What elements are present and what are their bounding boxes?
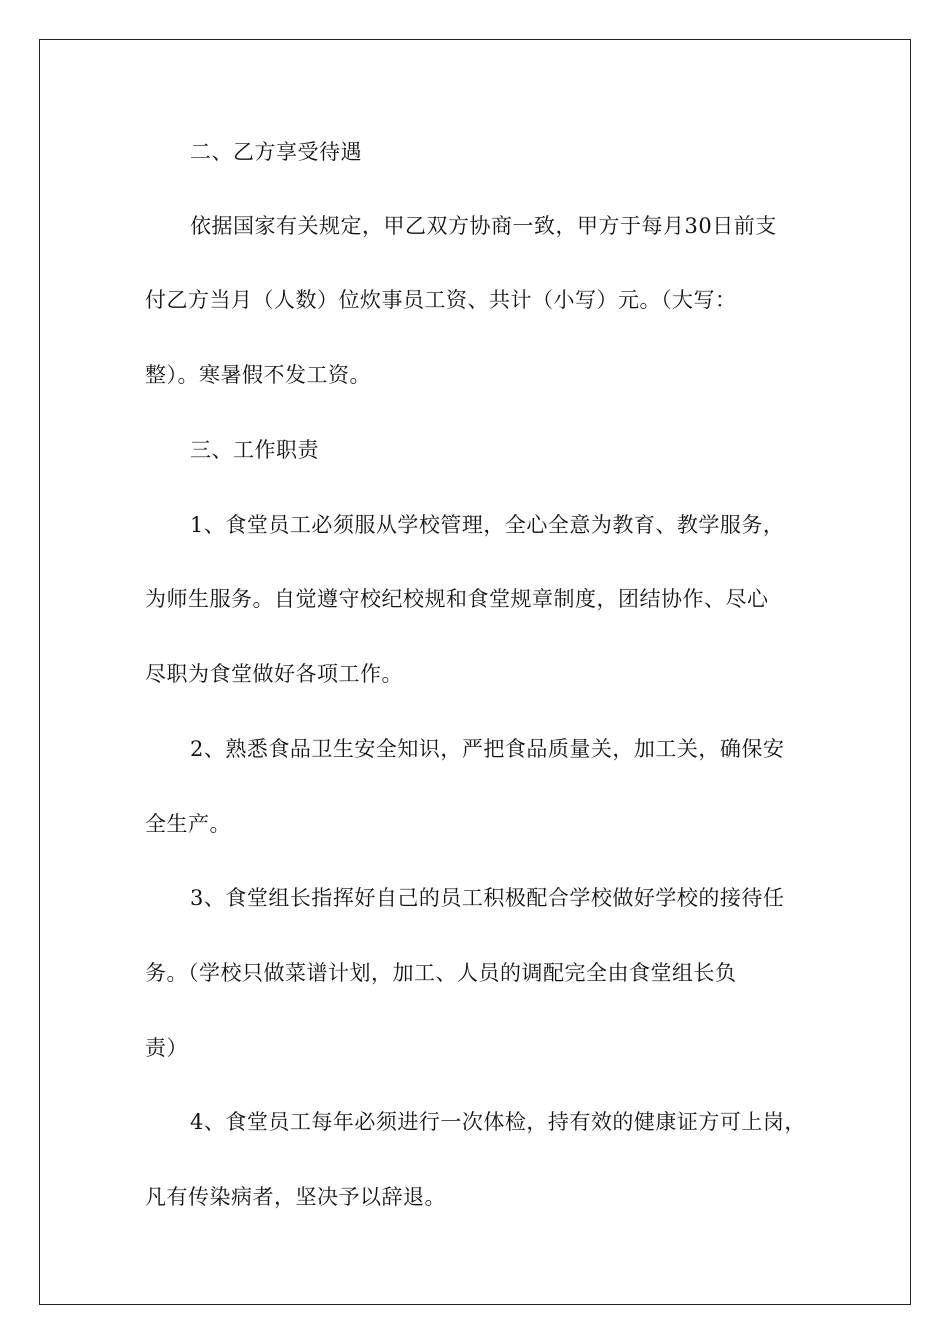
paragraph-line: 4、食堂员工每年必须进行一次体检，持有效的健康证方可上岗， <box>190 1110 806 1134</box>
paragraph-line: 务。（学校只做菜谱计划，加工、人员的调配完全由食堂组长负 <box>145 961 737 985</box>
section-heading-duties: 三、工作职责 <box>190 438 319 462</box>
paragraph-line: 付乙方当月（人数）位炊事员工资、共计（小写）元。（大写： <box>145 288 737 312</box>
paragraph-line: 凡有传染病者，坚决予以辞退。 <box>145 1185 446 1209</box>
paragraph-line: 全生产。 <box>145 812 231 836</box>
paragraph-line: 尽职为食堂做好各项工作。 <box>145 662 403 686</box>
paragraph-line: 为师生服务。自觉遵守校纪校规和食堂规章制度，团结协作、尽心 <box>145 587 769 611</box>
paragraph-line: 责） <box>145 1036 188 1060</box>
paragraph-line: 1、食堂员工必须服从学校管理，全心全意为教育、教学服务， <box>190 513 785 537</box>
paragraph-line: 依据国家有关规定，甲乙双方协商一致，甲方于每月30日前支 <box>190 214 777 238</box>
paragraph-line: 2、熟悉食品卫生安全知识，严把食品质量关，加工关，确保安 <box>190 737 785 761</box>
section-heading-benefits: 二、乙方享受待遇 <box>190 140 362 164</box>
paragraph-line: 3、食堂组长指挥好自己的员工积极配合学校做好学校的接待任 <box>190 886 785 910</box>
paragraph-line: 整）。寒暑假不发工资。 <box>145 363 371 387</box>
